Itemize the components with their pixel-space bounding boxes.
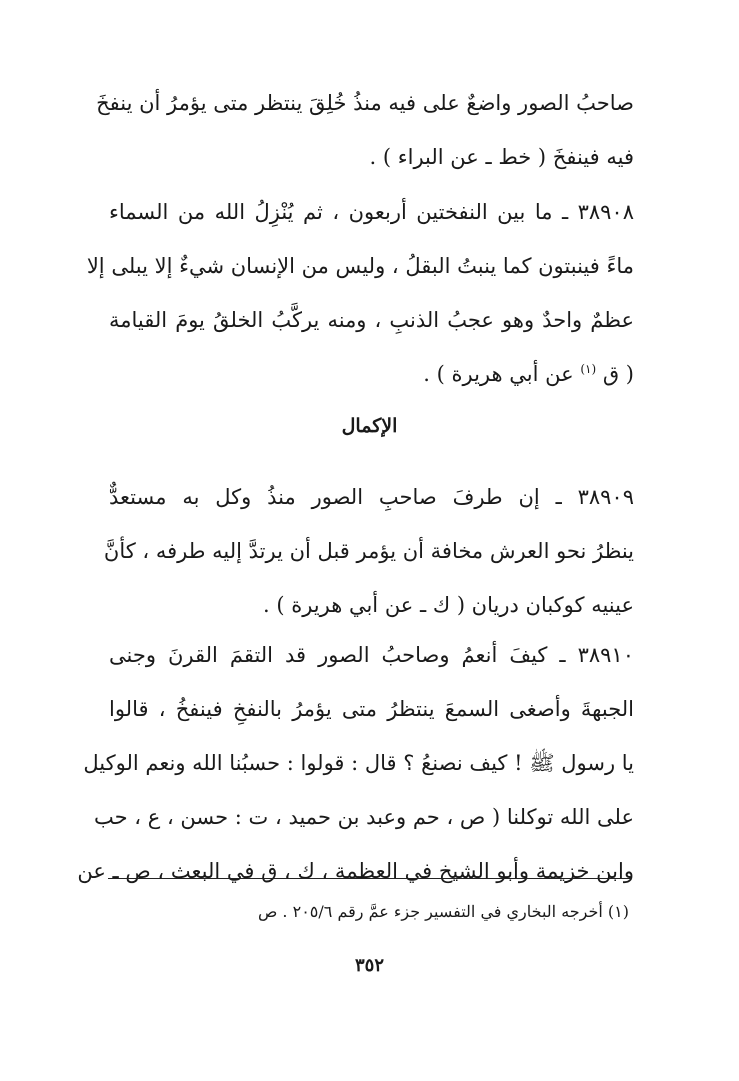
text-line: ماءً فينبتون كما ينبتُ البقلُ ، وليس من الإنسان شيءٌ إلا يبلى إلا <box>86 254 634 278</box>
text-line: على الله توكلنا ( ص ، حم وعبد بن حميد ، ت : حسن ، ع ، حب <box>94 805 634 829</box>
hadith-38908 <box>86 185 634 401</box>
text-line: الجبهةَ وأصغى السمعَ ينتظرُ متى يؤمرُ بالنفخِ فينفخُ ، قالوا <box>109 697 634 721</box>
hadith-38910 <box>77 628 634 898</box>
text-line: صاحبُ الصور واضعٌ على فيه منذُ خُلِقَ ينتظر متى يؤمرُ أن ينفخَ <box>96 91 634 115</box>
text-line: ٣٨٩٠٨ ـ ما بين النفختين أربعون ، ثم يُنْزِلُ الله من السماء <box>109 200 634 224</box>
text-line-with-footnote-ref: ( ق $^{(١)}$ عن أبي هريرة ) . <box>423 362 634 386</box>
text-line: ٣٨٩١٠ ـ كيفَ أنعمُ وصاحبُ الصور قد التقمَ القرنَ وجنى <box>109 643 634 667</box>
text-line: عينيه كوكبان دريان ( ك ـ عن أبي هريرة ) . <box>262 593 634 617</box>
page-number: ٣٥٢ <box>354 955 384 976</box>
text-line: ٣٨٩٠٩ ـ إن طرفَ صاحبِ الصور منذُ وكل به مستعدٌّ <box>109 485 634 509</box>
section-heading: الإكمال <box>341 415 398 437</box>
text-line: وابن خزيمة وأبو الشيخ في العظمة ، ك ، ق في البعث ، ص ـ عن <box>77 859 634 883</box>
text-line: ينظرُ نحو العرش مخافة أن يؤمر قبل أن يرتدَّ إليه طرفه ، كأنَّ <box>103 539 634 563</box>
footnote: (١) أخرجه البخاري في التفسير جزء عمَّ رقم ٢٠٥/٦ . ص <box>258 902 629 921</box>
text-line: فيه فينفخَ ( خط ـ عن البراء ) . <box>369 145 634 169</box>
paragraph-continuation <box>96 76 634 184</box>
text-line: يا رسول ﷺ ! كيف نصنعُ ؟ قال : قولوا : حسبُنا الله ونعم الوكيل <box>83 751 634 775</box>
hadith-38909 <box>103 470 634 632</box>
footnote-divider <box>108 878 632 879</box>
text-line: عظمٌ واحدٌ وهو عجبُ الذنبِ ، ومنه يركَّبُ الخلقُ يومَ القيامة <box>109 308 634 332</box>
